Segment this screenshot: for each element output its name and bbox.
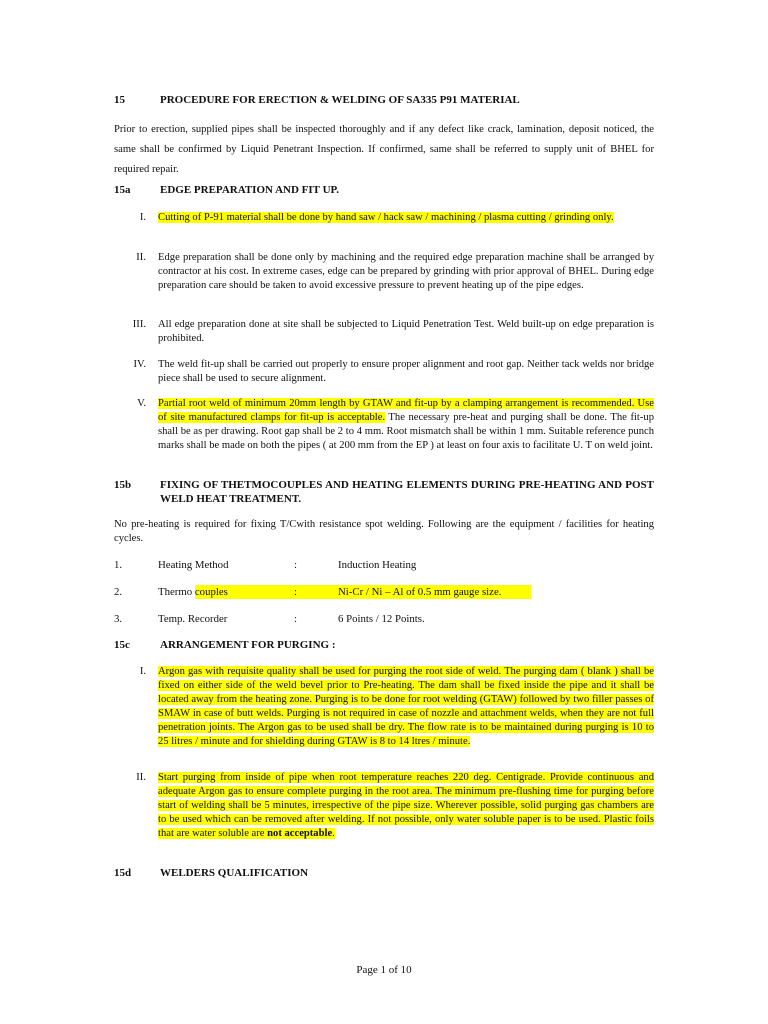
table-row-separator: : [294,586,297,598]
section-15c-number: 15c [114,639,130,651]
section-15b-title: FIXING OF THETMOCOUPLES AND HEATING ELEMENTS DURING PRE-HEATING AND POST WELD HEAT TREATMENT. [160,479,654,505]
highlighted-text: Cutting of P-91 material shall be done by hand saw / hack saw / machining / plasma cutting / grinding only. [158,212,614,223]
list-item-text-rest: The necessary pre-heat and purging shall be done. The fit-up shall be as per drawing. Root gap shall be 2 to 4 mm. Root mismatch shall be within 1 mm. Suitable reference punch marks shall be made on both the pipes ( at 200 mm from the EP ) at least on four axis to facilitate U. T on weld joint. [158,412,654,451]
list-item-number: III. [132,319,146,330]
section-15b-number: 15b [114,479,132,491]
section-15d-title: WELDERS QUALIFICATION [160,867,309,879]
list-item-text [158,211,654,225]
highlighted-text: Start purging from inside of pipe when root temperature reaches 220 deg. Centigrade. Provide continuous and adequate Argon gas to ensure complete purging in the root area. The minimum pre-flushing time for purging before start of welding shall be 5 minutes, irrespective of the pipe size. Wherever possible, solid purging gas chambers are to be used which can be removed after welding. If not possible, only water soluble paper is to be used. Plastic foils that are water soluble are [158,772,654,839]
highlighted-text: Partial root weld of minimum 20mm length by GTAW and fit-up by a clamping arrangement is recommended. Use of site manufactured clamps for fit-up is acceptable. [158,398,654,423]
list-item-text [158,665,654,749]
section-15a-number: 15a [114,184,131,196]
page-number: Page 1 of 10 [356,964,412,976]
bold-highlighted-text: not acceptable [267,828,333,839]
list-item-number: I. [139,212,146,223]
section-15-number: 15 [114,94,125,106]
list-item-text [158,397,654,453]
table-row-value: Induction Heating [338,559,417,571]
table-row-label: Temp. Recorder [158,613,228,625]
table-row-number: 1. [114,559,123,571]
list-item-text: Edge preparation shall be done only by machining and the required edge preparation machine shall be arranged by contractor at his cost. In extreme cases, edge can be prepared by grinding with prior approval of BHEL. During edge preparation care should be taken to avoid excessive pressure to prevent heating up of the pipe edges. [158,252,654,291]
table-row-value: 6 Points / 12 Points. [338,613,425,625]
table-row-separator: : [294,559,297,571]
list-item-text: The weld fit-up shall be carried out properly to ensure proper alignment and root gap. Neither tack welds nor bridge piece shall be used to secure alignment. [158,359,654,384]
label-part-highlight: couples [194,586,228,598]
label-part: Thermo [158,586,195,598]
list-item-text: All edge preparation done at site shall be subjected to Liquid Penetration Test. Weld built-up on edge preparation is prohibited. [158,319,654,344]
section-15c-title: ARRANGEMENT FOR PURGING : [160,639,336,651]
section-15a-title: EDGE PREPARATION AND FIT UP. [160,184,339,196]
table-row-number: 3. [114,613,123,625]
table-row-separator: : [294,613,297,625]
section-15-intro: Prior to erection, supplied pipes shall be inspected thoroughly and if any defect like crack, lamination, deposit noticed, the same shall be confirmed by Liquid Penetrant Inspection. If confirmed, same shall be referred to supply unit of BHEL for required repair. [114,124,654,175]
list-item-number: II. [136,772,146,783]
list-item-number: II. [136,252,146,263]
table-row-value: Ni-Cr / Ni – Al of 0.5 mm gauge size. [338,586,502,598]
highlighted-text-end: . [332,828,335,839]
section-15b-intro: No pre-heating is required for fixing T/Cwith resistance spot welding. Following are the equipment / facilities for heating cycles. [114,519,654,544]
list-item-number: V. [137,398,146,409]
section-15-title: PROCEDURE FOR ERECTION & WELDING OF SA335 P91 MATERIAL [160,94,520,106]
list-item-text [158,771,654,841]
list-item-number: IV. [133,359,146,370]
highlighted-text: Argon gas with requisite quality shall be used for purging the root side of weld. The purging dam ( blank ) shall be fixed on either side of the weld bevel prior to Pre-heating. The dam shall be fixed inside the pipe and it shall be located away from the heating zone. Purging is to be done for root welding (GTAW) followed by two filler passes of SMAW in case of butt welds. Purging is not required in case of nozzle and attachment welds, when they are not full penetration joints. The Argon gas to be used shall be dry. The flow rate is to be maintained during purging is 10 to 25 litres / minute and for shielding during GTAW is 8 to 14 ltres / minute. [158,666,654,747]
table-row-number: 2. [114,586,123,598]
list-item-number: I. [139,666,146,677]
table-row-label: Heating Method [158,559,229,571]
table-row-label [158,585,228,599]
section-15d-number: 15d [114,867,132,879]
